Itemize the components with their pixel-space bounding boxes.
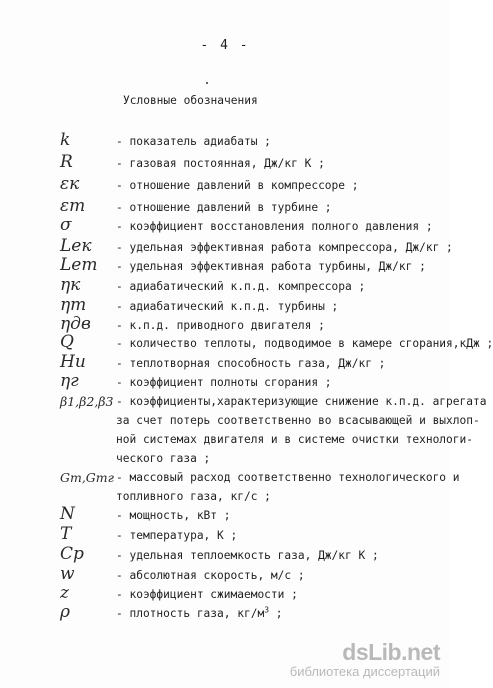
definition: - адиабатический к.п.д. компрессора ;: [116, 280, 366, 293]
definition-text: - плотность газа, кг/м: [116, 607, 265, 620]
symbol: R: [60, 152, 73, 172]
definition: - количество теплоты, подводимое в камере сгорания,кДж ;: [116, 337, 493, 350]
list-item: [60, 332, 493, 356]
list-item: [60, 314, 438, 338]
symbol: εк: [60, 174, 80, 194]
list-item: [60, 295, 438, 319]
list-item: [60, 564, 438, 588]
definition: - удельная теплоемкость газа, Дж/кг К ;: [116, 549, 379, 562]
list-item: [60, 275, 438, 299]
symbol: Cp: [60, 544, 84, 564]
list-item: [60, 524, 438, 548]
list-item: [60, 196, 438, 220]
definition: - отношение давлений в компрессоре ;: [116, 179, 359, 192]
list-item: [60, 255, 438, 279]
definition: - коэффициент восстановления полного давления ;: [116, 220, 433, 233]
symbol: Lек: [60, 236, 92, 256]
watermark: [290, 640, 440, 680]
symbol: Gт,Gтг: [60, 470, 114, 485]
list-item: [60, 352, 438, 376]
definition: - газовая постоянная, Дж/кг К ;: [116, 157, 325, 170]
symbol: ηк: [60, 275, 81, 295]
definition: - адиабатический к.п.д. турбины ;: [116, 300, 339, 313]
definition: - коэффициенты,характеризующие снижение к.п.д. агрегата: [116, 395, 487, 408]
definition: - удельная эффективная работа турбины, Дж/кг ;: [116, 260, 426, 273]
symbol: σ: [60, 215, 72, 235]
list-item: [60, 544, 438, 568]
definition: [116, 606, 283, 622]
symbol: ρ: [60, 602, 70, 622]
list-item: [60, 152, 438, 176]
symbol: Q: [60, 332, 74, 352]
symbol: N: [60, 504, 75, 524]
definition-continuation: за счет потерь соответственно во всасывающей и выхлоп-: [116, 414, 480, 427]
watermark-logo: dsLib.net: [342, 639, 440, 665]
definition: - абсолютная скорость, м/с ;: [116, 569, 305, 582]
symbol: ηдв: [60, 314, 91, 334]
ink-dot: [206, 82, 208, 84]
list-item: [60, 371, 438, 395]
definition-continuation: ческого газа ;: [116, 452, 211, 465]
watermark-subtitle: библиотека диссертаций: [289, 664, 440, 679]
list-item: [60, 236, 453, 260]
definition-continuation: топливного газа, кг/с ;: [116, 490, 271, 503]
definition: - к.п.д. приводного двигателя ;: [116, 319, 325, 332]
list-item: [60, 470, 460, 490]
symbol: β1,β2,β3: [60, 394, 114, 409]
list-item: [60, 504, 438, 528]
symbol: ηг: [60, 371, 79, 391]
definition: - коэффициент сжимаемости ;: [116, 588, 298, 601]
symbol: εт: [60, 196, 86, 216]
symbol: z: [60, 583, 69, 603]
list-item: [60, 394, 487, 414]
definition: - удельная эффективная работа компрессора, Дж/кг ;: [116, 241, 453, 254]
list-item: [60, 130, 438, 154]
definition: - температура, К ;: [116, 529, 238, 542]
page-number: - 4 -: [200, 38, 250, 53]
symbol: T: [60, 524, 72, 544]
superscript: 3: [264, 605, 270, 615]
definition: - мощность, кВт ;: [116, 509, 231, 522]
definition: - массовый расход соответственно технологического и: [116, 471, 460, 484]
definition: - показатель адиабаты ;: [116, 135, 271, 148]
list-item: [60, 215, 438, 239]
symbol: w: [60, 564, 75, 584]
definition: - теплотворная способность газа, Дж/кг ;: [116, 357, 386, 370]
definition-end: ;: [269, 607, 283, 620]
symbol: Lет: [60, 255, 98, 275]
section-heading: Условные обозначения: [123, 94, 258, 107]
list-item: [60, 174, 438, 198]
list-item: [60, 583, 438, 607]
symbol: Hu: [60, 352, 86, 372]
definition: - коэффициент полноты сгорания ;: [116, 376, 332, 389]
symbol: k: [60, 130, 71, 150]
symbol: ηт: [60, 295, 87, 315]
definition: - отношение давлений в турбине ;: [116, 201, 332, 214]
list-item: [60, 602, 438, 626]
definition-continuation: ной системах двигателя и в системе очистки технологи-: [116, 433, 473, 446]
